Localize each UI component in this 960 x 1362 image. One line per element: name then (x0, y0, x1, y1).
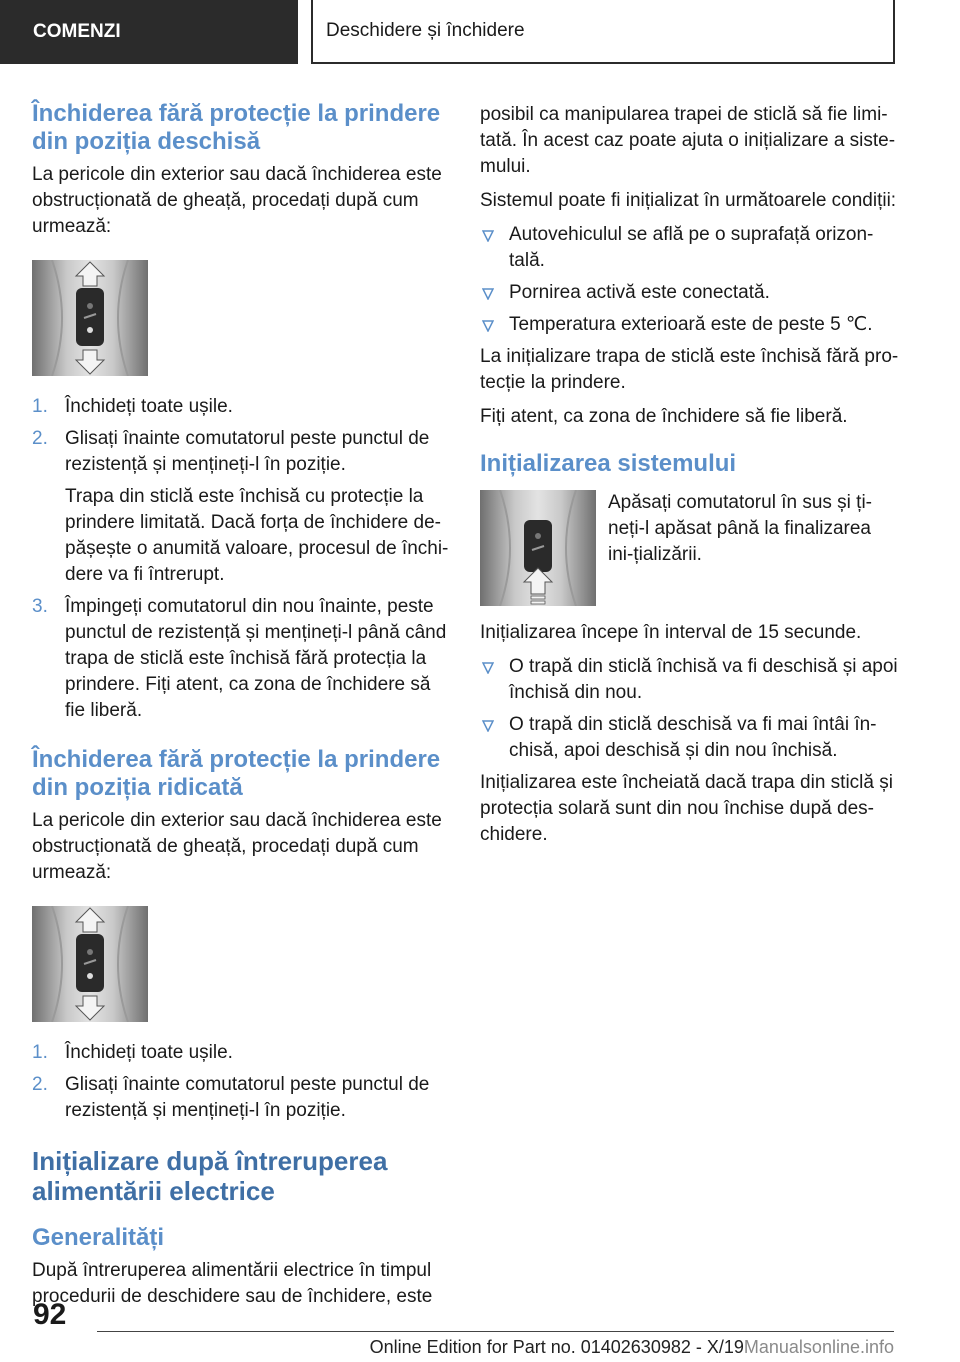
switch-figure-up (480, 490, 596, 606)
footer-divider (97, 1331, 894, 1332)
section-title: COMENZI (33, 21, 121, 42)
step-note: Trapa din sticlă este închisă cu protecție la prindere limitată. Dacă forța de închidere de-pășește o anumită valoare, procesul de închi-dere va fi întrerupt. (65, 486, 449, 585)
init-figure-block (480, 490, 900, 606)
paragraph-general: După întreruperea alimentării electrice în timpul procedurii de deschidere sau de închidere, este (32, 1260, 433, 1307)
step-text: Închideți toate ușile. (65, 1042, 233, 1063)
heading-close-from-open: Închiderea fără protecție la prindere din poziția deschisă (32, 100, 441, 155)
step-number: 2. (32, 1074, 48, 1095)
paragraph-close-from-raised: La pericole din exterior sau dacă închiderea este obstrucționată de gheață, procedați după cum urmează: (32, 810, 442, 883)
step-text: Glisați înainte comutatorul peste punctul de rezistență și mențineți-l în poziție. (65, 428, 430, 475)
heading-init-after-power-loss: Inițializare după întreruperea alimentării electrice (32, 1146, 388, 1206)
triangle-bullet-icon (482, 230, 494, 242)
step-number: 2. (32, 428, 48, 449)
chapter-box (311, 0, 895, 64)
step-number: 3. (32, 596, 48, 617)
paragraph-press-hold: Apăsați comutatorul în sus și ți-neți-l apăsat până la finalizarea ini-țializării. (608, 492, 872, 565)
step-text: Glisați înainte comutatorul peste punctul de rezistență și mențineți-l în poziție. (65, 1074, 430, 1121)
list-item (480, 654, 900, 706)
footer-edition (280, 1337, 894, 1358)
list-item (480, 222, 900, 274)
list-item (32, 426, 452, 588)
triangle-bullet-icon (482, 288, 494, 300)
step-text: Închideți toate ușile. (65, 396, 233, 417)
left-column (32, 100, 452, 1318)
heading-close-from-raised: Închiderea fără protecție la prindere din poziția ridicată (32, 746, 441, 801)
triangle-bullet-icon (482, 662, 494, 674)
switch-figure-forward (32, 260, 148, 376)
heading-init-system: Inițializarea sistemului (480, 450, 737, 477)
condition-text: Temperatura exterioară este de peste 5 ℃. (509, 314, 873, 335)
paragraph-conditions: Sistemul poate fi inițializat în următoarele condiții: (480, 190, 897, 211)
page-number: 92 (33, 1298, 67, 1331)
condition-text: Pornirea activă este conectată. (509, 282, 770, 303)
step-number: 1. (32, 1042, 48, 1063)
step-text: Împingeți comutatorul din nou înainte, peste punctul de rezistență și mențineți-l până când trapa de sticlă este închisă fără protecția la prindere. Fiți atent, ca zona de închidere să fie liberă. (65, 596, 447, 721)
conditions-list (480, 222, 900, 338)
step-number: 1. (32, 396, 48, 417)
result-text: O trapă din sticlă deschisă va fi mai întâi în-chisă, apoi deschisă și din nou închisă. (509, 714, 877, 761)
list-item (480, 280, 900, 306)
list-item (480, 712, 900, 764)
page-header (0, 0, 960, 66)
list-item (480, 312, 900, 338)
triangle-bullet-icon (482, 720, 494, 732)
paragraph-continued: posibil ca manipularea trapei de sticlă să fie limi-tată. În acest caz poate ajuta o inițializare a siste-mului. (480, 104, 896, 177)
steps-close-from-open (32, 394, 452, 724)
result-text: O trapă din sticlă închisă va fi deschisă și apoi închisă din nou. (509, 656, 898, 703)
list-item (32, 594, 452, 724)
paragraph-init-end: Inițializarea este încheiată dacă trapa din sticlă și protecția solară sunt din nou închise după des-chidere. (480, 772, 893, 845)
condition-text: Autovehiculul se află pe o suprafață orizon-tală. (509, 224, 874, 271)
edition-text: Online Edition for Part no. 01402630982 - X/19 (369, 1337, 744, 1357)
right-column (480, 102, 900, 856)
watermark-text: Manualsonline.info (743, 1337, 894, 1357)
list-item (32, 1072, 452, 1124)
chapter-title: Deschidere și închidere (326, 20, 525, 41)
list-item (32, 1040, 452, 1066)
section-tab (0, 0, 298, 64)
init-results-list (480, 654, 900, 764)
heading-general: Generalități (32, 1224, 165, 1251)
paragraph-attention: Fiți atent, ca zona de închidere să fie liberă. (480, 406, 848, 427)
list-item (32, 394, 452, 420)
paragraph-close-from-open: La pericole din exterior sau dacă închiderea este obstrucționată de gheață, procedați după cum urmează: (32, 164, 442, 237)
paragraph-init-start: Inițializarea începe în interval de 15 secunde. (480, 622, 862, 643)
steps-close-from-raised (32, 1040, 452, 1124)
paragraph-closed: La inițializare trapa de sticlă este închisă fără pro-tecție la prindere. (480, 346, 899, 393)
switch-figure-forward-2 (32, 906, 148, 1022)
triangle-bullet-icon (482, 320, 494, 332)
